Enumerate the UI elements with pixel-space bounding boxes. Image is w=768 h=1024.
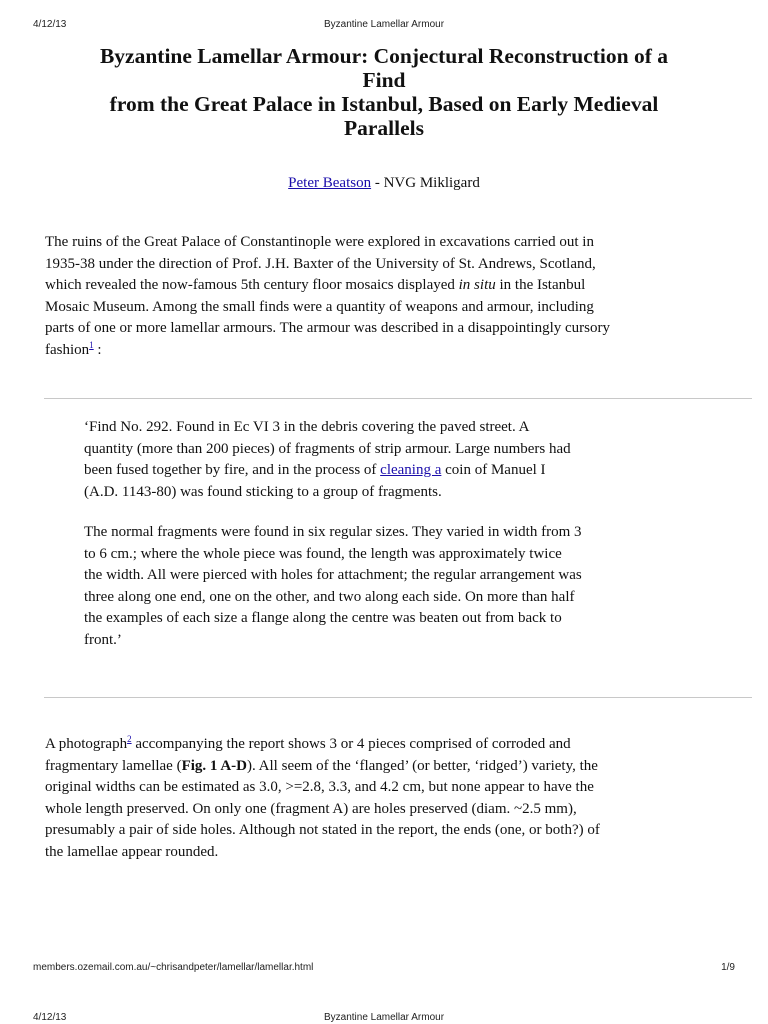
text-run: fragmentary lamellae ( [45, 757, 182, 774]
text-line [45, 340, 730, 362]
text-line: Mosaic Museum. Among the small finds were a quantity of weapons and armour, including [45, 298, 594, 315]
title-line: from the Great Palace in Istanbul, Based on Early Medieval [109, 92, 659, 116]
quote-line: ‘Find No. 292. Found in Ec VI 3 in the debris covering the paved street. A [84, 419, 530, 435]
text-run: ). All seem of the ‘flanged’ (or better, ‘ridged’) variety, the [247, 757, 598, 774]
text-run: accompanying the report shows 3 or 4 pieces comprised of corroded and [131, 736, 571, 752]
divider [44, 398, 752, 399]
blockquote-part-1 [84, 417, 704, 503]
text-line: the lamellae appear rounded. [45, 843, 219, 860]
quote-line [84, 460, 704, 482]
print-title: Byzantine Lamellar Armour [323, 1012, 445, 1023]
divider [44, 697, 752, 698]
print-header [0, 0, 768, 40]
cleaning-link[interactable]: cleaning a [380, 462, 442, 478]
text-line [45, 734, 730, 756]
italic-term: in situ [458, 277, 496, 293]
footnote-link-2[interactable]: 2 [127, 734, 132, 744]
text-line: original widths can be estimated as 3.0, >=2.8, 3.3, and 4.2 cm, but none appear to have the [45, 779, 594, 795]
byline [0, 175, 768, 192]
text-run: been fused together by fire, and in the process of [84, 462, 381, 478]
text-line: parts of one or more lamellar armours. The armour was described in a disappointingly cursory [45, 320, 610, 336]
quote-line: to 6 cm.; where the whole piece was found, the length was approximately twice [84, 545, 562, 562]
print-date: 4/12/13 [33, 19, 67, 30]
quote-line: (A.D. 1143-80) was found sticking to a group of fragments. [84, 483, 442, 500]
photograph-paragraph [45, 734, 730, 863]
title-line: Parallels [343, 116, 424, 140]
text-line [45, 756, 730, 778]
quote-line: The normal fragments were found in six regular sizes. They varied in width from 3 [84, 524, 582, 540]
article-title [40, 44, 728, 140]
print-date: 4/12/13 [33, 1012, 67, 1023]
footer-url: members.ozemail.com.au/~chrisandpeter/lamellar/lamellar.html [33, 962, 314, 973]
blockquote-part-2 [84, 522, 704, 651]
page-number: 1/9 [721, 962, 735, 973]
intro-paragraph [45, 232, 730, 361]
text-line: whole length preserved. On only one (fragment A) are holes preserved (diam. ~2.5 mm), [45, 800, 577, 817]
print-title: Byzantine Lamellar Armour [323, 19, 445, 30]
text-run: in the Istanbul [495, 277, 586, 293]
text-line: presumably a pair of side holes. Although not stated in the report, the ends (one, or both?) of [45, 822, 600, 838]
title-line: Byzantine Lamellar Armour: Conjectural Reconstruction of a [99, 44, 669, 68]
quote-line: the examples of each size a flange along the centre was beaten out from back to [84, 610, 562, 626]
text-line: The ruins of the Great Palace of Constantinople were explored in excavations carried out in [45, 234, 594, 250]
quote-line: front.’ [84, 631, 122, 648]
text-run: : [93, 341, 102, 358]
text-run: fashion [45, 341, 90, 358]
text-line: 1935-38 under the direction of Prof. J.H. Baxter of the University of St. Andrews, Scotland, [45, 255, 596, 272]
quote-line: three along one end, one on the other, and two along each side. On more than half [84, 588, 575, 605]
quote-line: quantity (more than 200 pieces) of fragments of strip armour. Large numbers had [84, 440, 571, 457]
figure-reference: Fig. 1 A-D [181, 757, 248, 774]
author-link[interactable]: Peter Beatson [288, 175, 372, 191]
text-run: A photograph [45, 736, 128, 752]
quote-line: the width. All were pierced with holes for attachment; the regular arrangement was [84, 567, 582, 583]
title-line: Find [362, 68, 406, 92]
text-run: coin of Manuel I [441, 462, 546, 478]
author-affiliation: - NVG Mikligard [371, 175, 480, 191]
text-line [45, 275, 730, 297]
text-run: which revealed the now-famous 5th century floor mosaics displayed [45, 277, 459, 293]
footnote-link-1[interactable]: 1 [89, 339, 94, 350]
